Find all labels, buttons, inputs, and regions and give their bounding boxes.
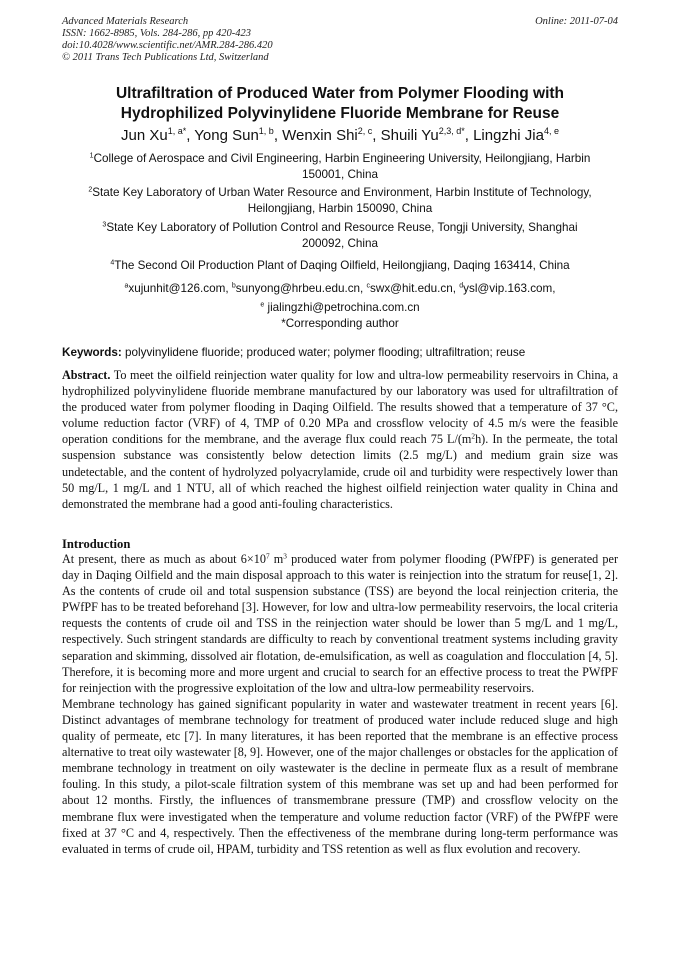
author-separator: , — [186, 127, 195, 144]
keywords — [62, 345, 618, 361]
author-affiliation-mark: 2,3, d* — [438, 126, 465, 137]
keywords-text: polyvinylidene fluoride; produced water; polymer flooding; ultrafiltration; reuse — [121, 346, 526, 359]
abstract-text: To meet the oilfield reinjection water quality for low and ultra-low permeability reservoirs in China, a hydrophilized polyvinylidene fluoride membrane manufactured by our laboratory was used for ultrafiltration of the produced water from polymer flooding in Daqing Oilfield. The results showed that a temperature of 37 °C, volume reduction factor (VRF) of 4, TMP of 0.20 MPa and crossflow velocity of 4.5 m/s were the feasible operation conditions for the membrane, and the average flux could reach 75 L/(m — [62, 368, 618, 447]
author-name: Wenxin Shi — [282, 127, 358, 144]
affiliation-text: 150001, China — [301, 168, 379, 181]
keywords-label: Keywords: — [62, 346, 122, 359]
abstract-label: Abstract. — [62, 368, 111, 382]
author-separator: , — [464, 127, 474, 144]
online-date: Online: 2011-07-04 — [535, 16, 618, 27]
author-affiliation-mark: 1, a* — [167, 126, 187, 137]
author-affiliation-mark: 4, e — [543, 126, 559, 137]
introduction-body — [62, 551, 618, 857]
introduction-heading: Introduction — [62, 537, 131, 551]
abstract — [62, 367, 618, 512]
affiliation-mark: 4 — [110, 259, 115, 267]
email-address[interactable]: xujunhit@126.com, — [128, 282, 232, 295]
email-address[interactable]: ysl@vip.163.com, — [463, 282, 556, 295]
email-address[interactable]: sunyong@hrbeu.edu.cn, — [235, 282, 367, 295]
author-separator: , — [273, 127, 283, 144]
author-separator: , — [372, 127, 381, 144]
title-line-1: Ultrafiltration of Produced Water from Polymer Flooding with — [115, 85, 565, 102]
email-mark: b — [231, 282, 236, 290]
affiliation-1 — [62, 151, 618, 183]
affiliation-text: State Key Laboratory of Pollution Control and Resource Reuse, Tongji University, Shanghai — [106, 221, 578, 234]
author-name: Lingzhi Jia — [473, 127, 544, 144]
email-mark: e — [260, 301, 265, 309]
doi-line: doi:10.4028/www.scientific.net/AMR.284-286.420 — [62, 40, 273, 51]
affiliation-2 — [62, 185, 618, 217]
email-mark: a — [124, 282, 129, 290]
affiliation-text: College of Aerospace and Civil Engineering, Harbin Engineering University, Heilongjiang, Harbin — [93, 152, 591, 165]
introduction-paragraph-1 — [62, 551, 618, 696]
email-address[interactable]: swx@hit.edu.cn, — [370, 282, 460, 295]
affiliation-mark: 2 — [88, 186, 93, 194]
affiliation-text: State Key Laboratory of Urban Water Resource and Environment, Harbin Institute of Technology, — [92, 186, 592, 199]
author-list — [62, 127, 618, 145]
affiliation-mark: 3 — [102, 221, 107, 229]
abstract-superscript: 2 — [471, 431, 476, 441]
email-mark: c — [366, 282, 371, 290]
email-address[interactable]: jialingzhi@petrochina.com.cn — [264, 301, 420, 314]
issn-line: ISSN: 1662-8985, Vols. 284-286, pp 420-423 — [62, 28, 251, 39]
email-list — [62, 281, 618, 332]
copyright-line: © 2011 Trans Tech Publications Ltd, Switzerland — [62, 52, 269, 63]
affiliation-3 — [62, 220, 618, 252]
author-affiliation-mark: 2, c — [357, 126, 373, 137]
paragraph-text: produced water from polymer flooding (PWfPF) is generated per day in Daqing Oilfield and the main disposal approach to this water is reinjection into the stratum for reuse[1, 2]. As the contents of crude oil and total suspension substance (TSS) are beyond the local reinjection criteria, the PWfPF has to be treated beforehand [3]. However, for low and ultra-low permeability reservoirs, the local criteria requests the contents of crude oil and TSS in the reinjection water should be lower than 5 mg/L and 1 mg/L, respectively. Such stringent standards are difficulty to reach by conventional treatment systems including gravity separation and skimming, dissolved air flotation, de-emulsification, as well as coagulation and flocculation [4, 5]. Therefore, it is becoming more and more urgent and crucial to search for an effective process to treat the PWfPF for reinjection with the progressive exploitation of the low and ultra-low permeability reservoirs. — [62, 552, 618, 695]
title-line-2: Hydrophilized Polyvinylidene Fluoride Membrane for Reuse — [120, 105, 560, 122]
affiliation-4 — [62, 258, 618, 274]
author-name: Shuili Yu — [380, 127, 439, 144]
author-name: Jun Xu — [120, 127, 168, 144]
exponent: 7 — [265, 551, 270, 561]
journal-meta — [62, 16, 618, 64]
paper-title — [62, 84, 618, 124]
author-affiliation-mark: 1, b — [258, 126, 274, 137]
exponent: 3 — [283, 551, 287, 561]
author-name: Yong Sun — [194, 127, 259, 144]
affiliation-text: Heilongjiang, Harbin 150090, China — [247, 202, 433, 215]
affiliation-text: The Second Oil Production Plant of Daqing Oilfield, Heilongjiang, Daqing 163414, China — [114, 259, 570, 272]
paragraph-text: At present, there as much as about 6×10 — [62, 552, 266, 566]
affiliation-text: 200092, China — [301, 237, 379, 250]
email-mark: d — [459, 282, 464, 290]
abstract-text: h). In the permeate, the total suspension substance was consistently below detection limits (2.5 mg/L) and medium grain size was undetectable, and the content of hydrolyzed polyacrylamide, crude oil and turbidity were respectively lower than 50 mg/L, 1 mg/L and 1 NTU, all of which reached the highest oilfield reinjection water quality in China and demonstrated the membrane had a good anti-fouling characteristics. — [62, 432, 618, 511]
paragraph-text: m — [269, 552, 284, 566]
corresponding-author-note: *Corresponding author — [281, 317, 399, 330]
introduction-paragraph-2: Membrane technology has gained significant popularity in water and wastewater treatment in recent years [6]. Distinct advantages of membrane technology for treatment of produced water include reduced sluge and high quality of permeate, etc [7]. In many literatures, it has been reported that the membrane is an effective process alternative to treat oily wastewater [8, 9]. However, one of the major challenges or obstacles for the application of membrane technology in treatment on oily wastewater is the decline in permeate flux as a result of membrane fouling. In this study, a pilot-scale filtration system of this membrane was set up and had been performed for about 12 months. Firstly, the influences of transmembrane pressure (TMP) and crossflow velocity on the membrane flux were investigated when the temperature and volume reduction factor (VRF) of the PWfPF were fixed at 37 °C and 4, respectively. Then the effectiveness of the membrane during long-term performance was evaluated in terms of crude oil, HPAM, turbidity and TSS retention as well as flux evolution and recovery. — [62, 696, 618, 856]
journal-name: Advanced Materials Research — [62, 16, 189, 27]
affiliation-mark: 1 — [89, 152, 94, 160]
